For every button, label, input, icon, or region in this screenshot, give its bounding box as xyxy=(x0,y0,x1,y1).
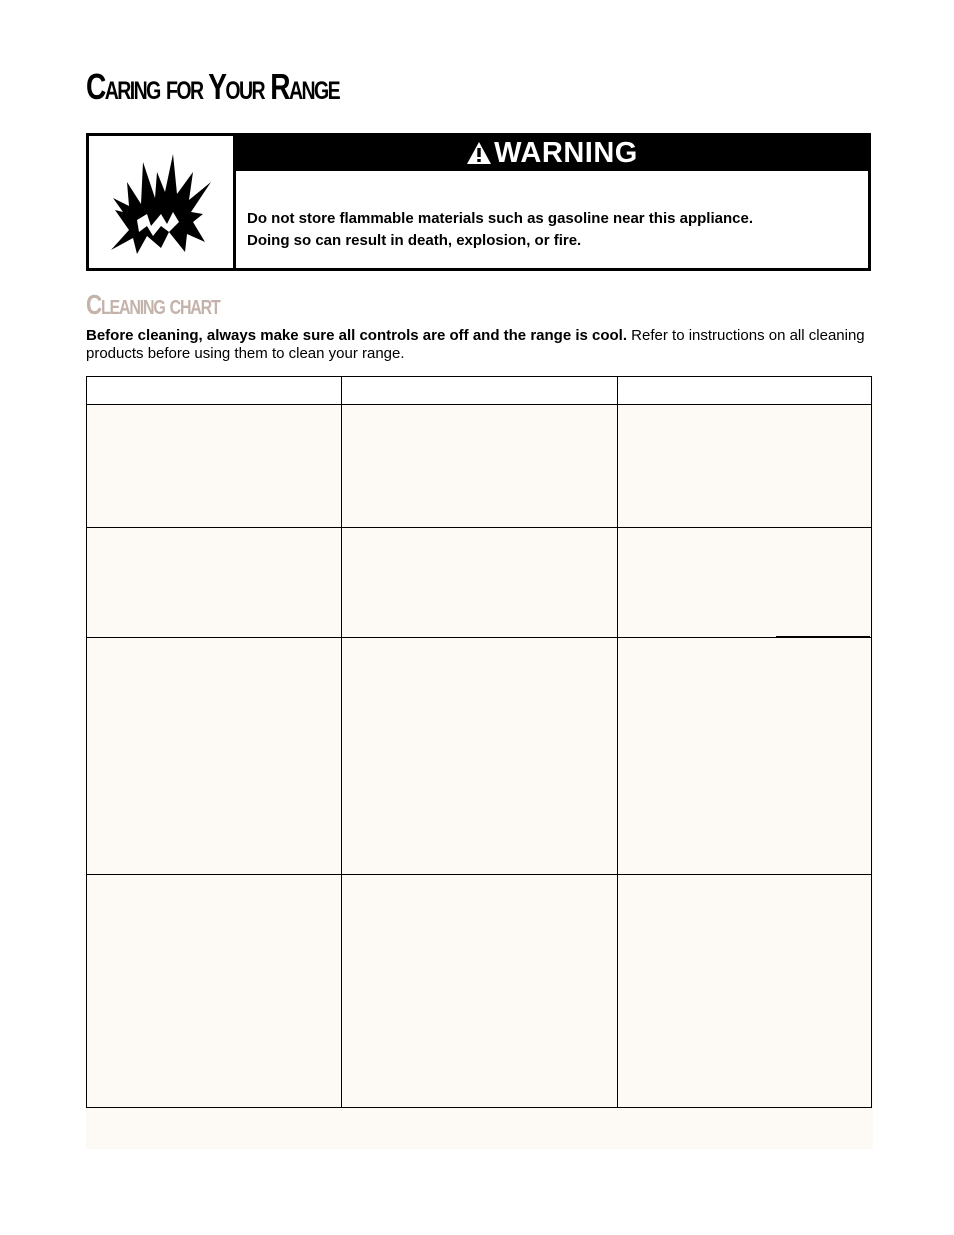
section-title: Cleaning chart xyxy=(86,289,220,320)
table-cell xyxy=(87,405,342,528)
table-cell xyxy=(618,638,872,875)
table-row xyxy=(87,405,872,528)
table-row xyxy=(87,638,872,875)
warning-line-1: Do not store flammable materials such as gasoline near this appliance. xyxy=(247,210,753,227)
table-row xyxy=(87,528,872,638)
warning-box xyxy=(86,133,871,271)
table-header-row xyxy=(87,377,872,405)
warning-icon-cell xyxy=(89,136,236,268)
table-cell xyxy=(87,638,342,875)
divider xyxy=(776,636,870,637)
table-cell xyxy=(618,405,872,528)
page-title: Caring for Your Range xyxy=(86,66,340,107)
warning-line-2: Doing so can result in death, explosion, or fire. xyxy=(247,232,582,249)
table-cell xyxy=(87,528,342,638)
warning-text xyxy=(247,208,753,252)
column-header xyxy=(87,377,342,405)
table-cell xyxy=(342,638,618,875)
column-header xyxy=(618,377,872,405)
intro-bold: Before cleaning, always make sure all controls are off and the range is cool. xyxy=(86,327,628,344)
cleaning-chart-table xyxy=(86,376,872,1108)
explosion-icon xyxy=(107,152,215,256)
table-cell xyxy=(342,875,618,1108)
table-row xyxy=(87,875,872,1108)
table-cell xyxy=(618,528,872,638)
intro-paragraph xyxy=(86,327,866,363)
intro-rest: Refer to instructions on all cleaning products before using them to clean your range. xyxy=(86,327,865,362)
warning-header xyxy=(236,136,868,171)
column-header xyxy=(342,377,618,405)
table-cell xyxy=(618,875,872,1108)
table-cell xyxy=(342,528,618,638)
warning-label: WARNING xyxy=(494,137,638,169)
table-cell xyxy=(87,875,342,1108)
table-cell xyxy=(342,405,618,528)
hazard-triangle-icon xyxy=(466,139,492,174)
